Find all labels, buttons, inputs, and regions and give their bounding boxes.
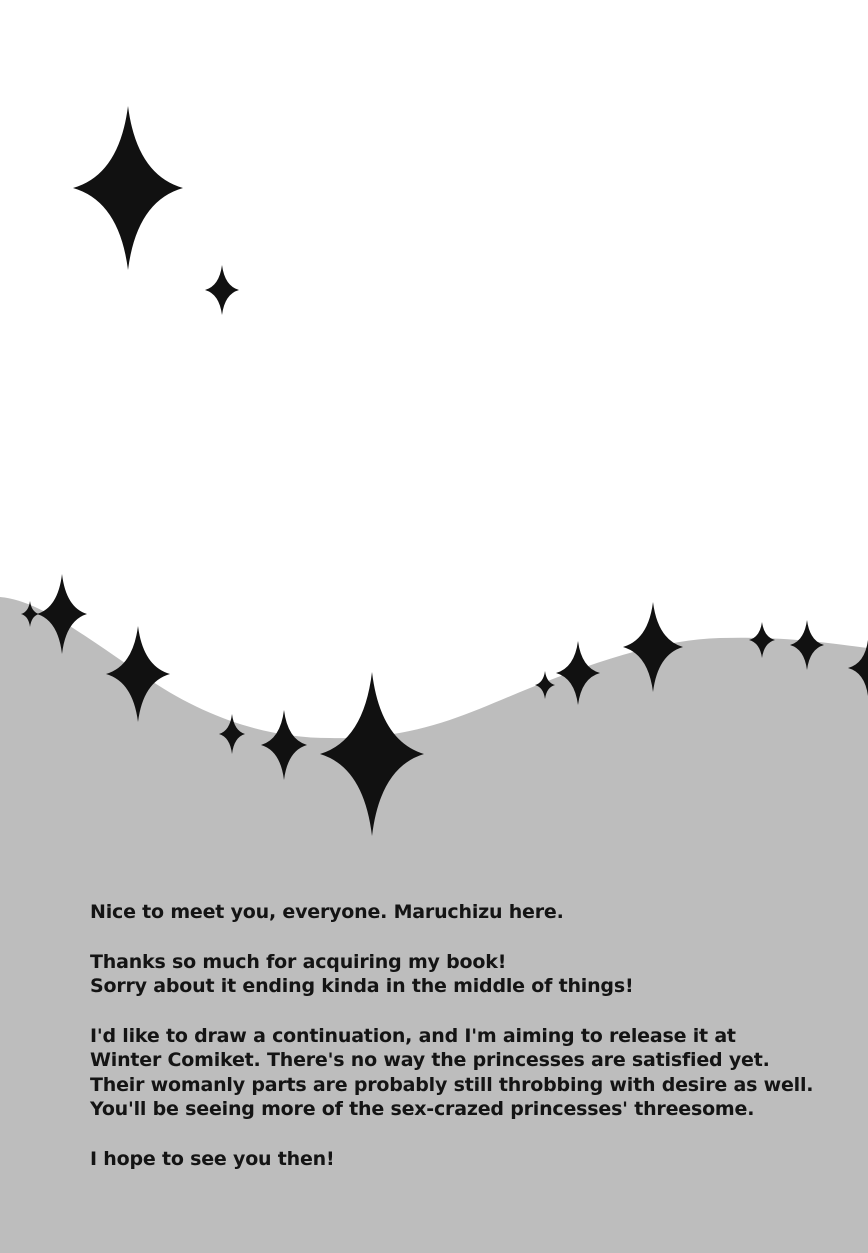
closing-line: I hope to see you then!	[90, 1147, 335, 1170]
continuation-paragraph	[90, 1024, 830, 1122]
thanks-line: Thanks so much for acquiring my book!	[90, 950, 507, 973]
greeting-line: Nice to meet you, everyone. Maruchizu here.	[90, 901, 564, 923]
continuation-line: I'd like to draw a continuation, and I'm aiming to release it at	[90, 1024, 736, 1047]
greeting-paragraph	[90, 900, 830, 925]
thanks-paragraph	[90, 950, 830, 999]
afterword-text	[90, 900, 830, 1196]
closing-paragraph	[90, 1147, 830, 1172]
continuation-line: Winter Comiket. There's no way the princesses are satisfied yet.	[90, 1049, 770, 1071]
sparkle-icon	[73, 106, 183, 270]
sparkle-icon	[205, 265, 239, 315]
continuation-line: Their womanly parts are probably still throbbing with desire as well.	[90, 1073, 814, 1096]
apology-line: Sorry about it ending kinda in the middle of things!	[90, 975, 634, 997]
continuation-line: You'll be seeing more of the sex-crazed princesses' threesome.	[90, 1098, 755, 1120]
